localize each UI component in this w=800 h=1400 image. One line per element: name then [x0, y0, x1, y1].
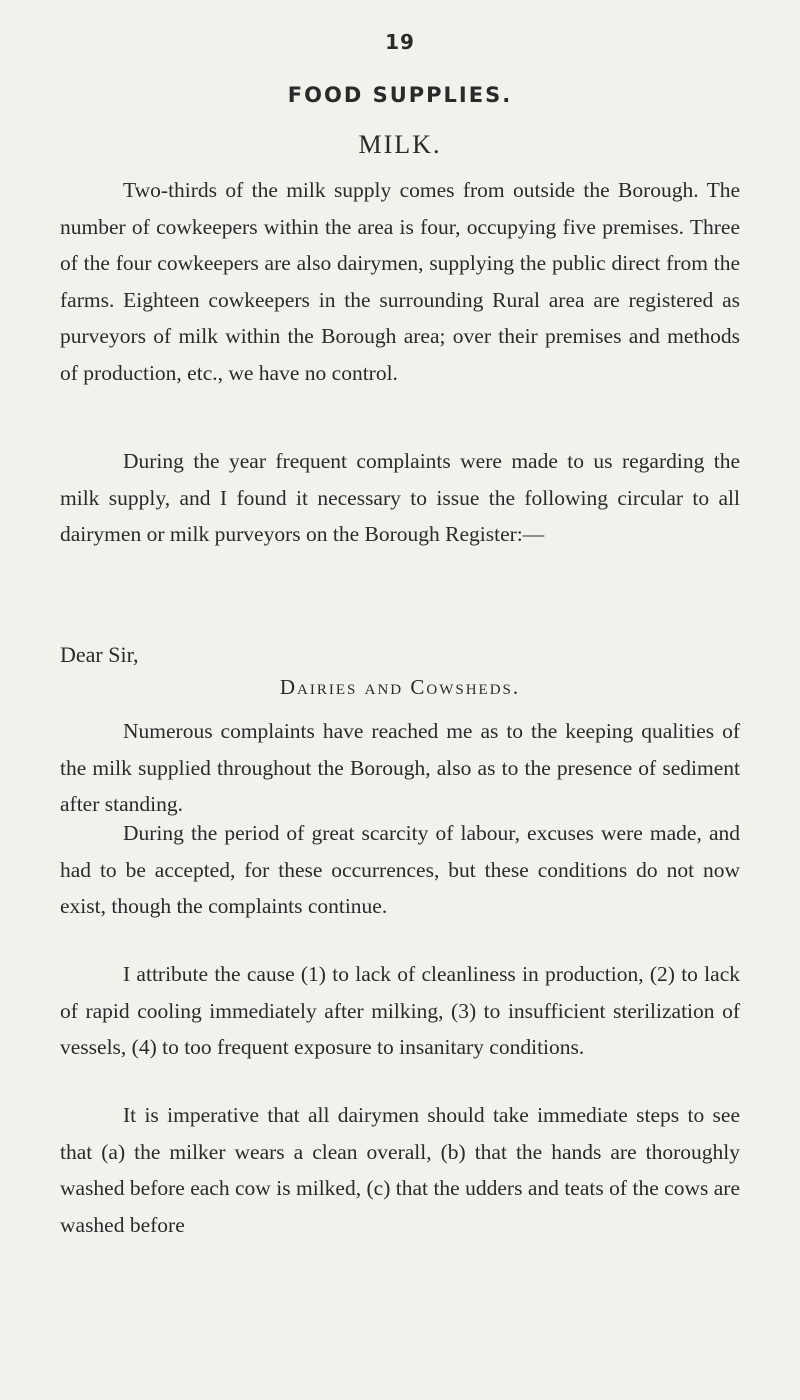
circular-salutation: Dear Sir, [60, 642, 139, 667]
section-title: FOOD SUPPLIES. [287, 83, 513, 107]
paragraph-complaints: During the year frequent complaints were made to us regarding the milk supply, and I found it necessary to issue the following circular to all dairymen or milk purveyors on the Borough Register:— [60, 449, 740, 546]
page-number: 19 [385, 30, 415, 54]
subsection-title: MILK. [358, 130, 442, 159]
circular-paragraph-causes: I attribute the cause (1) to lack of cleanliness in production, (2) to lack of rapid cooling immediately after milking, (3) to insufficient sterilization of vessels, (4) to too frequent exposure to insanitary conditions. [60, 962, 740, 1059]
paragraph-milk-supply: Two-thirds of the milk supply comes from outside the Borough. The number of cowkeepers within the area is four, occupying five premises. Three of the four cowkeepers are also dairymen, supplying the public direct from the farms. Eighteen cowkeepers in the surrounding Rural area are registered as purveyors of milk within the Borough area; over their premises and methods of production, etc., we have no control. [60, 178, 740, 385]
circular-heading: Dairies and Cowsheds. [279, 675, 521, 699]
circular-paragraph-labour: During the period of great scarcity of labour, excuses were made, and had to be accepted, for these occurrences, but these conditions do not now exist, though the complaints continue. [60, 821, 740, 918]
circular-paragraph-steps: It is imperative that all dairymen should take immediate steps to see that (a) the milker wears a clean overall, (b) that the hands are thoroughly washed before each cow is milked, (c) that the udders and teats of the cows are washed before [60, 1103, 740, 1237]
circular-paragraph-complaints: Numerous complaints have reached me as to the keeping qualities of the milk supplied throughout the Borough, also as to the presence of sediment after standing. [60, 719, 740, 816]
